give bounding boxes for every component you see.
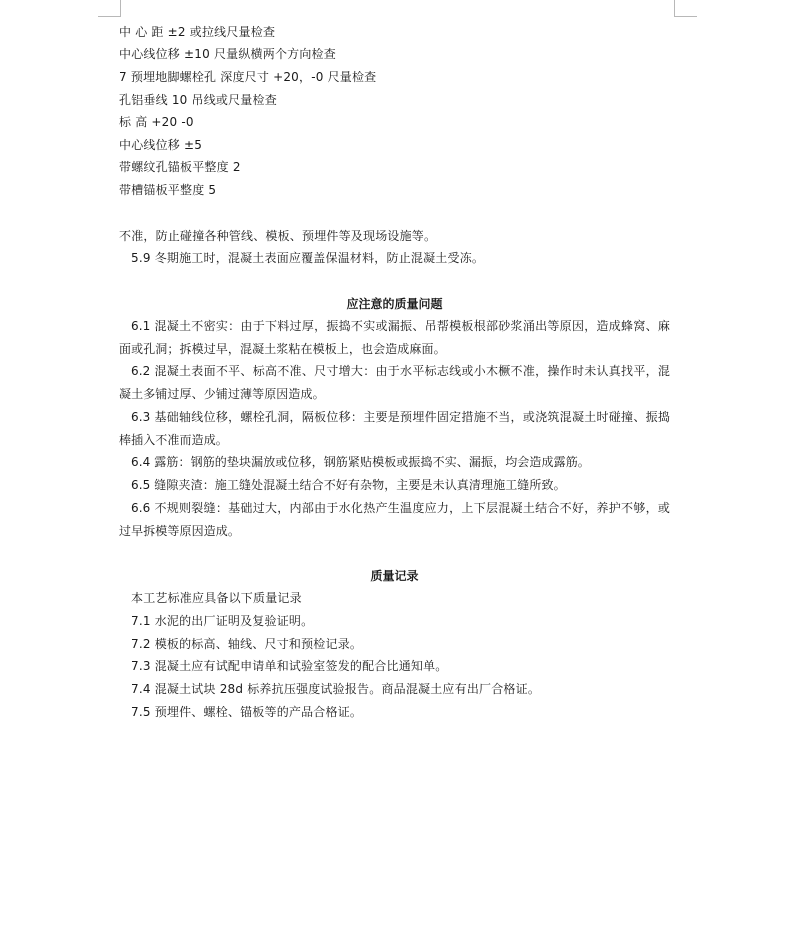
- tolerance-row: 7 预埋地脚螺栓孔 深度尺寸 +20，-0 尺量检查: [119, 70, 377, 84]
- quality-record-item: 7.3 混凝土应有试配申请单和试验室签发的配合比通知单。: [131, 659, 448, 673]
- tolerance-row: 标 高 +20 -0: [119, 115, 194, 129]
- tolerance-row: 带槽锚板平整度 5: [119, 183, 217, 197]
- quality-record-item: 7.1 水泥的出厂证明及复验证明。: [131, 614, 314, 628]
- construction-continuation: 不准，防止碰撞各种管线、模板、预埋件等及现场设施等。: [119, 229, 437, 243]
- quality-issue-item: 6.4 露筋：钢筋的垫块漏放或位移，钢筋紧贴模板或振捣不实、漏振，均会造成露筋。: [131, 455, 590, 469]
- crop-mark-top-left: [98, 0, 121, 17]
- quality-issue-item: 6.1 混凝土不密实：由于下料过厚，振捣不实或漏振、吊帮模板根部砂浆涌出等原因，造成蜂窝、麻面或孔洞；拆模过早，混凝土浆粘在模板上，也会造成麻面。: [119, 319, 670, 356]
- quality-record-item: 7.5 预埋件、螺栓、锚板等的产品合格证。: [131, 705, 363, 719]
- tolerance-row: 带螺纹孔锚板平整度 2: [119, 160, 241, 174]
- quality-record-item: 7.2 模板的标高、轴线、尺寸和预检记录。: [131, 637, 363, 651]
- quality-issue-item: 6.5 缝隙夹渣：施工缝处混凝土结合不好有杂物，主要是未认真清理施工缝所致。: [131, 478, 566, 492]
- crop-mark-top-right: [674, 0, 697, 17]
- quality-issue-item: 6.2 混凝土表面不平、标高不准、尺寸增大：由于水平标志线或小木橛不准，操作时未认真找平，混凝土多铺过厚、少铺过薄等原因造成。: [119, 364, 670, 401]
- tolerance-row: 中心线位移 ±10 尺量纵横两个方向检查: [119, 47, 336, 61]
- quality-issue-item: 6.6 不规则裂缝：基础过大，内部由于水化热产生温度应力，上下层混凝土结合不好，养护不够，或过早拆模等原因造成。: [119, 501, 670, 538]
- quality-records-heading: 质量记录: [370, 569, 419, 583]
- quality-record-item: 7.4 混凝土试块 28d 标养抗压强度试验报告。商品混凝土应有出厂合格证。: [131, 682, 541, 696]
- construction-item-5-9: 5.9 冬期施工时，混凝土表面应覆盖保温材料，防止混凝土受冻。: [131, 251, 485, 265]
- tolerance-row: 中心线位移 ±5: [119, 138, 203, 152]
- quality-issues-heading: 应注意的质量问题: [346, 297, 443, 311]
- tolerance-row: 孔铝垂线 10 吊线或尺量检查: [119, 93, 277, 107]
- quality-issue-item: 6.3 基础轴线位移，螺栓孔洞，隔板位移：主要是预埋件固定措施不当，或浇筑混凝土时碰撞、振捣棒插入不准而造成。: [119, 410, 670, 447]
- quality-records-intro: 本工艺标准应具备以下质量记录: [131, 591, 302, 605]
- tolerance-row: 中 心 距 ±2 或拉线尺量检查: [119, 25, 276, 39]
